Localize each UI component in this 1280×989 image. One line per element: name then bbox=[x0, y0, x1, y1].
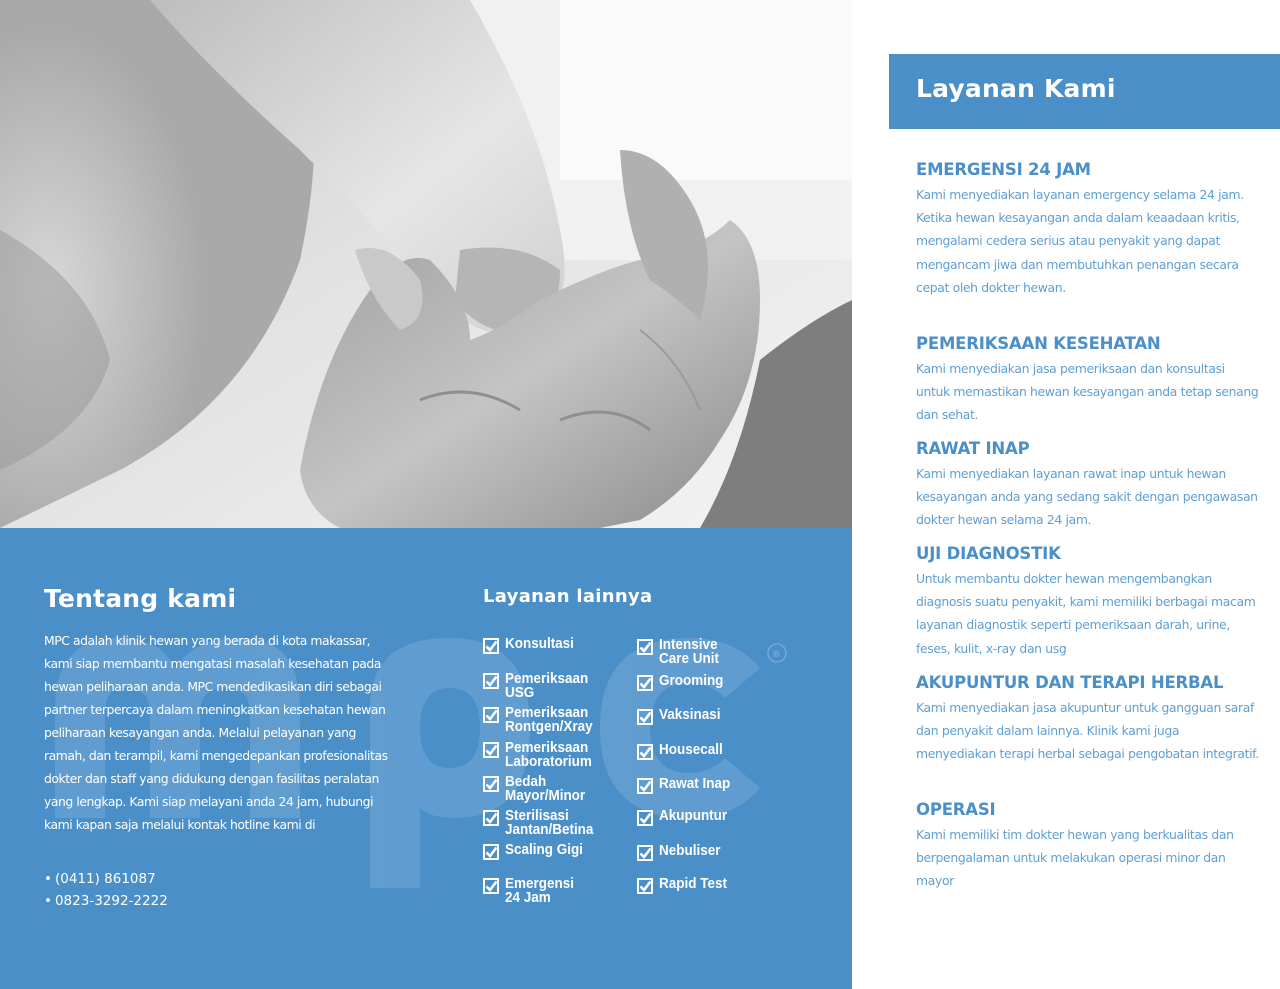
checkbox-checked-icon bbox=[637, 709, 653, 725]
other-service-item bbox=[483, 775, 591, 803]
other-service-item bbox=[637, 777, 736, 794]
about-description: MPC adalah klinik hewan yang berada di kota makassar, kami siap membantu mengatasi masalah kesehatan pada hewan peliharaan anda. MPC mendedikasikan diri sebagai partner terpercaya dalam meningkatkan kesehatan hewan peliharaan kesayangan anda. Melalui pelayanan yang ramah, dan terampil, kami mengedepankan profesionalitas dokter dan staff yang didukung dengan fasilitas peralatan yang lengkap. Kami siap melayani anda 24 jam, hubungi kami kapan saja melalui kontak hotline kami di bbox=[44, 633, 388, 832]
other-service-item bbox=[637, 877, 732, 894]
paw-in-gloved-hands-photo bbox=[0, 0, 852, 528]
about-panel bbox=[0, 528, 852, 989]
service-section bbox=[916, 438, 1261, 532]
service-title: AKUPUNTUR DAN TERAPI HERBAL bbox=[916, 673, 1224, 692]
service-section bbox=[916, 333, 1261, 427]
other-service-item bbox=[483, 843, 589, 860]
other-service-label: Emergensi 24 Jam bbox=[505, 876, 574, 906]
other-service-label: Pemeriksaan Rontgen/Xray bbox=[505, 705, 593, 735]
other-service-item bbox=[637, 638, 723, 666]
service-section bbox=[916, 799, 1261, 893]
service-description: Kami memiliki tim dokter hewan yang berkualitas dan berpengalaman untuk melakukan operasi minor dan mayor bbox=[916, 827, 1234, 889]
hotline-phone-2[interactable] bbox=[44, 890, 168, 912]
other-service-item bbox=[637, 844, 725, 861]
other-service-label: Grooming bbox=[659, 673, 724, 689]
checkbox-checked-icon bbox=[483, 707, 499, 723]
other-services-title: Layanan lainnya bbox=[483, 586, 653, 607]
checkbox-checked-icon bbox=[483, 878, 499, 894]
service-description: Kami menyediakan layanan rawat inap untuk hewan kesayangan anda yang sedang sakit dengan pengawasan dokter hewan selama 24 jam. bbox=[916, 466, 1258, 528]
service-title: OPERASI bbox=[916, 800, 996, 819]
hotline-list bbox=[44, 868, 168, 912]
other-service-label: Rawat Inap bbox=[659, 776, 731, 792]
about-title: Tentang kami bbox=[44, 584, 237, 613]
checkbox-checked-icon bbox=[637, 675, 653, 691]
checkbox-checked-icon bbox=[637, 845, 653, 861]
services-header-title: Layanan Kami bbox=[916, 74, 1116, 103]
other-service-label: Scaling Gigi bbox=[505, 842, 583, 858]
bullet: • bbox=[44, 871, 52, 887]
other-service-label: Pemeriksaan USG bbox=[505, 671, 589, 701]
other-service-item bbox=[637, 809, 732, 826]
checkbox-checked-icon bbox=[483, 638, 499, 654]
other-service-item bbox=[483, 706, 599, 734]
other-service-label: Akupuntur bbox=[659, 808, 728, 824]
checkbox-checked-icon bbox=[483, 776, 499, 792]
service-description: Kami menyediakan jasa akupuntur untuk gangguan saraf dan penyakit dalam lainnya. Klinik kami juga menyediakan terapi herbal sebagai pengobatan integratif. bbox=[916, 700, 1259, 762]
other-service-label: Intensive Care Unit bbox=[659, 637, 719, 667]
registered-mark: ® bbox=[772, 650, 781, 660]
other-service-label: Rapid Test bbox=[659, 876, 727, 892]
checkbox-checked-icon bbox=[637, 778, 653, 794]
checkbox-checked-icon bbox=[637, 744, 653, 760]
checkbox-checked-icon bbox=[483, 742, 499, 758]
other-service-item bbox=[483, 637, 579, 654]
hotline-phone-1[interactable] bbox=[44, 868, 168, 890]
services-header bbox=[889, 54, 1280, 129]
photo-illustration bbox=[0, 0, 852, 528]
checkbox-checked-icon bbox=[483, 810, 499, 826]
other-service-item bbox=[483, 809, 600, 837]
checkbox-checked-icon bbox=[637, 810, 653, 826]
other-service-item bbox=[637, 743, 728, 760]
other-service-item bbox=[637, 708, 725, 725]
checkbox-checked-icon bbox=[483, 844, 499, 860]
other-service-label: Sterilisasi Jantan/Betina bbox=[505, 808, 594, 838]
checkbox-checked-icon bbox=[637, 878, 653, 894]
service-title: PEMERIKSAAN KESEHATAN bbox=[916, 334, 1161, 353]
other-service-label: Housecall bbox=[659, 742, 723, 758]
other-service-label: Konsultasi bbox=[505, 636, 574, 652]
other-service-item bbox=[483, 672, 594, 700]
service-section bbox=[916, 159, 1261, 299]
bullet: • bbox=[44, 893, 52, 909]
service-description: Kami menyediakan layanan emergency selama 24 jam. Ketika hewan kesayangan anda dalam keaadaan kritis, mengalami cedera serius atau penyakit yang dapat mengancam jiwa dan membutuhkan penangan secara cepat oleh dokter hewan. bbox=[916, 187, 1244, 295]
other-service-item bbox=[637, 674, 728, 691]
checkbox-checked-icon bbox=[637, 639, 653, 655]
other-service-label: Nebuliser bbox=[659, 843, 721, 859]
service-title: UJI DIAGNOSTIK bbox=[916, 544, 1061, 563]
service-description: Kami menyediakan jasa pemeriksaan dan konsultasi untuk memastikan hewan kesayangan anda tetap senang dan sehat. bbox=[916, 361, 1259, 423]
service-section bbox=[916, 672, 1261, 766]
other-service-label: Vaksinasi bbox=[659, 707, 721, 723]
phone-number: 0823-3292-2222 bbox=[54, 893, 168, 909]
service-description: Untuk membantu dokter hewan mengembangkan diagnosis suatu penyakit, kami memiliki berbagai macam layanan diagnostik seperti pemeriksaan darah, urine, feses, kulit, x-ray dan usg bbox=[916, 571, 1256, 656]
other-service-item bbox=[483, 741, 598, 769]
checkbox-checked-icon bbox=[483, 673, 499, 689]
other-service-label: Pemeriksaan Laboratorium bbox=[505, 740, 592, 770]
service-title: EMERGENSI 24 JAM bbox=[916, 160, 1091, 179]
other-service-label: Bedah Mayor/Minor bbox=[505, 774, 586, 804]
service-title: RAWAT INAP bbox=[916, 439, 1030, 458]
service-section bbox=[916, 543, 1261, 660]
other-service-item bbox=[483, 877, 579, 905]
phone-number: (0411) 861087 bbox=[54, 871, 156, 887]
